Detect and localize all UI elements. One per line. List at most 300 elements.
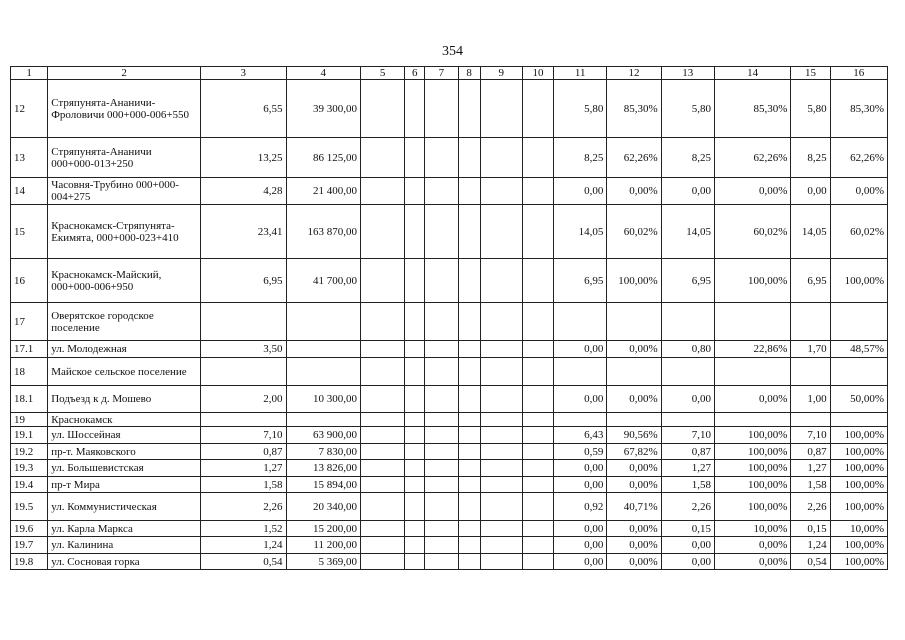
table-row — [11, 413, 888, 427]
road-name-cell: ул. Сосновая горка — [48, 554, 201, 570]
col11-value-cell: 0,59 — [554, 444, 607, 460]
col6-cell — [405, 341, 425, 358]
cost-cell: 163 870,00 — [286, 205, 360, 259]
col6-cell — [405, 259, 425, 303]
col15-value-cell: 0,54 — [791, 554, 830, 570]
table-row — [11, 80, 888, 138]
road-name-cell: ул. Шоссейная — [48, 427, 201, 444]
col12-percent-cell: 0,00% — [607, 537, 661, 554]
col8-cell — [458, 341, 480, 358]
col7-cell — [425, 80, 458, 138]
col15-value-cell: 1,00 — [791, 386, 830, 413]
col10-cell — [522, 537, 553, 554]
col6-cell — [405, 358, 425, 386]
row-number-cell: 19 — [11, 413, 48, 427]
col13-value-cell: 1,27 — [661, 460, 714, 477]
cost-cell: 7 830,00 — [286, 444, 360, 460]
col9-cell — [480, 521, 522, 537]
table-row — [11, 460, 888, 477]
row-number-cell: 19.4 — [11, 477, 48, 493]
length-km-cell: 6,95 — [201, 259, 286, 303]
col13-value-cell: 8,25 — [661, 138, 714, 178]
col16-percent-cell: 85,30% — [830, 80, 887, 138]
col8-cell — [458, 537, 480, 554]
col5-cell — [360, 413, 404, 427]
col14-percent-cell: 0,00% — [714, 554, 790, 570]
table-row — [11, 178, 888, 205]
col16-percent-cell: 100,00% — [830, 259, 887, 303]
road-name-cell: Краснокамск-Майский, 000+000-006+950 — [48, 259, 201, 303]
col8-cell — [458, 358, 480, 386]
table-row — [11, 303, 888, 341]
col10-cell — [522, 493, 553, 521]
road-name-cell: Подъезд к д. Мошево — [48, 386, 201, 413]
col11-value-cell: 6,43 — [554, 427, 607, 444]
col12-percent-cell: 0,00% — [607, 460, 661, 477]
column-number-1: 1 — [11, 67, 48, 80]
col9-cell — [480, 460, 522, 477]
col13-value-cell: 1,58 — [661, 477, 714, 493]
col9-cell — [480, 178, 522, 205]
col9-cell — [480, 537, 522, 554]
table-row — [11, 537, 888, 554]
column-number-15: 15 — [791, 67, 830, 80]
table-row — [11, 205, 888, 259]
col12-percent-cell: 0,00% — [607, 521, 661, 537]
col15-value-cell: 1,70 — [791, 341, 830, 358]
road-name-cell: ул. Калинина — [48, 537, 201, 554]
road-name-cell: Краснокамск-Стряпунята-Екимята, 000+000-023+410 — [48, 205, 201, 259]
col15-value-cell — [791, 303, 830, 341]
col12-percent-cell — [607, 303, 661, 341]
column-number-7: 7 — [425, 67, 458, 80]
length-km-cell: 7,10 — [201, 427, 286, 444]
table-row — [11, 427, 888, 444]
length-km-cell: 4,28 — [201, 178, 286, 205]
col6-cell — [405, 444, 425, 460]
cost-cell — [286, 413, 360, 427]
table-body — [11, 67, 888, 570]
col13-value-cell: 6,95 — [661, 259, 714, 303]
col7-cell — [425, 205, 458, 259]
col15-value-cell — [791, 413, 830, 427]
length-km-cell: 6,55 — [201, 80, 286, 138]
col16-percent-cell — [830, 303, 887, 341]
col7-cell — [425, 386, 458, 413]
row-number-cell: 13 — [11, 138, 48, 178]
cost-cell: 13 826,00 — [286, 460, 360, 477]
column-number-9: 9 — [480, 67, 522, 80]
col13-value-cell — [661, 358, 714, 386]
col11-value-cell: 0,00 — [554, 460, 607, 477]
col5-cell — [360, 341, 404, 358]
col9-cell — [480, 493, 522, 521]
row-number-cell: 19.8 — [11, 554, 48, 570]
col15-value-cell: 1,24 — [791, 537, 830, 554]
column-number-10: 10 — [522, 67, 553, 80]
col8-cell — [458, 178, 480, 205]
column-number-13: 13 — [661, 67, 714, 80]
road-data-table — [10, 66, 888, 570]
col8-cell — [458, 521, 480, 537]
col14-percent-cell — [714, 303, 790, 341]
row-number-cell: 19.6 — [11, 521, 48, 537]
row-number-cell: 17 — [11, 303, 48, 341]
col11-value-cell: 0,00 — [554, 537, 607, 554]
col15-value-cell: 5,80 — [791, 80, 830, 138]
col12-percent-cell: 40,71% — [607, 493, 661, 521]
col12-percent-cell: 90,56% — [607, 427, 661, 444]
cost-cell: 63 900,00 — [286, 427, 360, 444]
col13-value-cell: 5,80 — [661, 80, 714, 138]
col10-cell — [522, 427, 553, 444]
col11-value-cell — [554, 413, 607, 427]
col7-cell — [425, 493, 458, 521]
col7-cell — [425, 521, 458, 537]
col14-percent-cell: 100,00% — [714, 259, 790, 303]
road-name-cell: Стряпунята-Ананичи 000+000-013+250 — [48, 138, 201, 178]
col14-percent-cell — [714, 413, 790, 427]
table-row — [11, 521, 888, 537]
col5-cell — [360, 386, 404, 413]
length-km-cell — [201, 358, 286, 386]
col10-cell — [522, 138, 553, 178]
col11-value-cell — [554, 303, 607, 341]
col10-cell — [522, 341, 553, 358]
col13-value-cell — [661, 413, 714, 427]
cost-cell: 21 400,00 — [286, 178, 360, 205]
col8-cell — [458, 554, 480, 570]
col13-value-cell — [661, 303, 714, 341]
col16-percent-cell: 100,00% — [830, 554, 887, 570]
cost-cell — [286, 341, 360, 358]
col12-percent-cell — [607, 413, 661, 427]
col11-value-cell: 6,95 — [554, 259, 607, 303]
col13-value-cell: 2,26 — [661, 493, 714, 521]
col5-cell — [360, 444, 404, 460]
col11-value-cell: 0,00 — [554, 554, 607, 570]
col6-cell — [405, 178, 425, 205]
col10-cell — [522, 358, 553, 386]
col12-percent-cell: 100,00% — [607, 259, 661, 303]
col14-percent-cell: 100,00% — [714, 493, 790, 521]
cost-cell: 15 894,00 — [286, 477, 360, 493]
col11-value-cell: 0,92 — [554, 493, 607, 521]
col10-cell — [522, 460, 553, 477]
col8-cell — [458, 413, 480, 427]
col14-percent-cell: 62,26% — [714, 138, 790, 178]
col8-cell — [458, 259, 480, 303]
column-number-3: 3 — [201, 67, 286, 80]
col13-value-cell: 0,87 — [661, 444, 714, 460]
col16-percent-cell: 60,02% — [830, 205, 887, 259]
length-km-cell: 3,50 — [201, 341, 286, 358]
col6-cell — [405, 138, 425, 178]
col9-cell — [480, 205, 522, 259]
page-number: 354 — [442, 44, 463, 59]
col16-percent-cell: 100,00% — [830, 477, 887, 493]
row-number-cell: 16 — [11, 259, 48, 303]
col12-percent-cell: 0,00% — [607, 341, 661, 358]
col14-percent-cell: 100,00% — [714, 460, 790, 477]
col16-percent-cell — [830, 413, 887, 427]
col8-cell — [458, 444, 480, 460]
col14-percent-cell: 0,00% — [714, 537, 790, 554]
col15-value-cell: 0,15 — [791, 521, 830, 537]
col7-cell — [425, 537, 458, 554]
col9-cell — [480, 358, 522, 386]
table-row — [11, 358, 888, 386]
col5-cell — [360, 477, 404, 493]
col7-cell — [425, 178, 458, 205]
road-name-cell: ул. Большевистская — [48, 460, 201, 477]
cost-cell: 15 200,00 — [286, 521, 360, 537]
table-row — [11, 386, 888, 413]
row-number-cell: 19.1 — [11, 427, 48, 444]
length-km-cell: 1,27 — [201, 460, 286, 477]
col6-cell — [405, 493, 425, 521]
col8-cell — [458, 80, 480, 138]
length-km-cell: 1,52 — [201, 521, 286, 537]
cost-cell: 10 300,00 — [286, 386, 360, 413]
row-number-cell: 18.1 — [11, 386, 48, 413]
col7-cell — [425, 358, 458, 386]
col13-value-cell: 0,00 — [661, 554, 714, 570]
column-number-16: 16 — [830, 67, 887, 80]
col12-percent-cell: 0,00% — [607, 386, 661, 413]
col16-percent-cell: 0,00% — [830, 178, 887, 205]
col15-value-cell — [791, 358, 830, 386]
col9-cell — [480, 554, 522, 570]
col6-cell — [405, 386, 425, 413]
cost-cell — [286, 303, 360, 341]
col12-percent-cell: 62,26% — [607, 138, 661, 178]
col14-percent-cell: 10,00% — [714, 521, 790, 537]
col13-value-cell: 0,00 — [661, 178, 714, 205]
col5-cell — [360, 303, 404, 341]
col11-value-cell: 14,05 — [554, 205, 607, 259]
col15-value-cell: 1,27 — [791, 460, 830, 477]
col16-percent-cell: 48,57% — [830, 341, 887, 358]
length-km-cell: 2,00 — [201, 386, 286, 413]
col9-cell — [480, 386, 522, 413]
col14-percent-cell: 22,86% — [714, 341, 790, 358]
col9-cell — [480, 444, 522, 460]
col15-value-cell: 6,95 — [791, 259, 830, 303]
col16-percent-cell: 50,00% — [830, 386, 887, 413]
col5-cell — [360, 521, 404, 537]
cost-cell — [286, 358, 360, 386]
road-name-cell: ул. Коммунистическая — [48, 493, 201, 521]
length-km-cell: 13,25 — [201, 138, 286, 178]
column-number-14: 14 — [714, 67, 790, 80]
length-km-cell: 0,87 — [201, 444, 286, 460]
row-number-cell: 17.1 — [11, 341, 48, 358]
col9-cell — [480, 413, 522, 427]
col6-cell — [405, 80, 425, 138]
col7-cell — [425, 477, 458, 493]
column-number-2: 2 — [48, 67, 201, 80]
col11-value-cell: 0,00 — [554, 178, 607, 205]
col5-cell — [360, 80, 404, 138]
row-number-cell: 18 — [11, 358, 48, 386]
col9-cell — [480, 341, 522, 358]
col15-value-cell: 7,10 — [791, 427, 830, 444]
col9-cell — [480, 259, 522, 303]
col8-cell — [458, 493, 480, 521]
col6-cell — [405, 554, 425, 570]
col14-percent-cell: 100,00% — [714, 444, 790, 460]
col12-percent-cell: 85,30% — [607, 80, 661, 138]
col10-cell — [522, 554, 553, 570]
col10-cell — [522, 80, 553, 138]
column-number-4: 4 — [286, 67, 360, 80]
col7-cell — [425, 413, 458, 427]
col16-percent-cell — [830, 358, 887, 386]
road-name-cell: Часовня-Трубино 000+000-004+275 — [48, 178, 201, 205]
col9-cell — [480, 303, 522, 341]
col11-value-cell: 0,00 — [554, 477, 607, 493]
col13-value-cell: 0,00 — [661, 386, 714, 413]
col15-value-cell: 1,58 — [791, 477, 830, 493]
col7-cell — [425, 427, 458, 444]
col15-value-cell: 0,87 — [791, 444, 830, 460]
col6-cell — [405, 477, 425, 493]
row-number-cell: 15 — [11, 205, 48, 259]
col7-cell — [425, 444, 458, 460]
col7-cell — [425, 303, 458, 341]
row-number-cell: 14 — [11, 178, 48, 205]
length-km-cell — [201, 303, 286, 341]
table-row — [11, 341, 888, 358]
col8-cell — [458, 427, 480, 444]
col16-percent-cell: 100,00% — [830, 537, 887, 554]
column-number-12: 12 — [607, 67, 661, 80]
col14-percent-cell: 85,30% — [714, 80, 790, 138]
col12-percent-cell: 0,00% — [607, 554, 661, 570]
col13-value-cell: 0,00 — [661, 537, 714, 554]
col16-percent-cell: 100,00% — [830, 460, 887, 477]
col7-cell — [425, 341, 458, 358]
col15-value-cell: 8,25 — [791, 138, 830, 178]
col11-value-cell: 0,00 — [554, 386, 607, 413]
column-number-11: 11 — [554, 67, 607, 80]
length-km-cell — [201, 413, 286, 427]
cost-cell: 20 340,00 — [286, 493, 360, 521]
col13-value-cell: 0,15 — [661, 521, 714, 537]
col9-cell — [480, 138, 522, 178]
col16-percent-cell: 62,26% — [830, 138, 887, 178]
length-km-cell: 23,41 — [201, 205, 286, 259]
road-name-cell: ул. Карла Маркса — [48, 521, 201, 537]
table-row — [11, 493, 888, 521]
column-number-5: 5 — [360, 67, 404, 80]
row-number-cell: 19.3 — [11, 460, 48, 477]
header-row — [11, 67, 888, 80]
col5-cell — [360, 460, 404, 477]
col16-percent-cell: 10,00% — [830, 521, 887, 537]
col10-cell — [522, 303, 553, 341]
row-number-cell: 19.2 — [11, 444, 48, 460]
cost-cell: 86 125,00 — [286, 138, 360, 178]
col16-percent-cell: 100,00% — [830, 427, 887, 444]
length-km-cell: 2,26 — [201, 493, 286, 521]
col10-cell — [522, 477, 553, 493]
col12-percent-cell: 0,00% — [607, 477, 661, 493]
col14-percent-cell: 0,00% — [714, 178, 790, 205]
col9-cell — [480, 427, 522, 444]
col6-cell — [405, 413, 425, 427]
col11-value-cell — [554, 358, 607, 386]
col5-cell — [360, 537, 404, 554]
col16-percent-cell: 100,00% — [830, 444, 887, 460]
column-number-6: 6 — [405, 67, 425, 80]
road-name-cell: Оверятское городское поселение — [48, 303, 201, 341]
col12-percent-cell: 60,02% — [607, 205, 661, 259]
col13-value-cell: 0,80 — [661, 341, 714, 358]
col11-value-cell: 8,25 — [554, 138, 607, 178]
col12-percent-cell: 67,82% — [607, 444, 661, 460]
col11-value-cell: 0,00 — [554, 341, 607, 358]
cost-cell: 41 700,00 — [286, 259, 360, 303]
col15-value-cell: 2,26 — [791, 493, 830, 521]
col6-cell — [405, 427, 425, 444]
table-row — [11, 444, 888, 460]
col10-cell — [522, 413, 553, 427]
col5-cell — [360, 138, 404, 178]
col12-percent-cell — [607, 358, 661, 386]
col10-cell — [522, 205, 553, 259]
col10-cell — [522, 521, 553, 537]
table-row — [11, 477, 888, 493]
length-km-cell: 1,58 — [201, 477, 286, 493]
road-name-cell: Стряпунята-Ананичи-Фроловичи 000+000-006+550 — [48, 80, 201, 138]
col5-cell — [360, 427, 404, 444]
cost-cell: 11 200,00 — [286, 537, 360, 554]
col8-cell — [458, 386, 480, 413]
col7-cell — [425, 259, 458, 303]
length-km-cell: 1,24 — [201, 537, 286, 554]
col15-value-cell: 0,00 — [791, 178, 830, 205]
col8-cell — [458, 205, 480, 259]
road-name-cell: пр-т Мира — [48, 477, 201, 493]
col9-cell — [480, 80, 522, 138]
cost-cell: 39 300,00 — [286, 80, 360, 138]
col8-cell — [458, 477, 480, 493]
col10-cell — [522, 178, 553, 205]
col5-cell — [360, 205, 404, 259]
road-name-cell: Краснокамск — [48, 413, 201, 427]
col9-cell — [480, 477, 522, 493]
table-row — [11, 259, 888, 303]
cost-cell: 5 369,00 — [286, 554, 360, 570]
col6-cell — [405, 521, 425, 537]
col5-cell — [360, 358, 404, 386]
col7-cell — [425, 554, 458, 570]
col11-value-cell: 5,80 — [554, 80, 607, 138]
row-number-cell: 19.5 — [11, 493, 48, 521]
col16-percent-cell: 100,00% — [830, 493, 887, 521]
col8-cell — [458, 303, 480, 341]
col5-cell — [360, 554, 404, 570]
table-row — [11, 138, 888, 178]
col5-cell — [360, 259, 404, 303]
col5-cell — [360, 178, 404, 205]
col12-percent-cell: 0,00% — [607, 178, 661, 205]
col6-cell — [405, 537, 425, 554]
col6-cell — [405, 205, 425, 259]
table-row — [11, 554, 888, 570]
